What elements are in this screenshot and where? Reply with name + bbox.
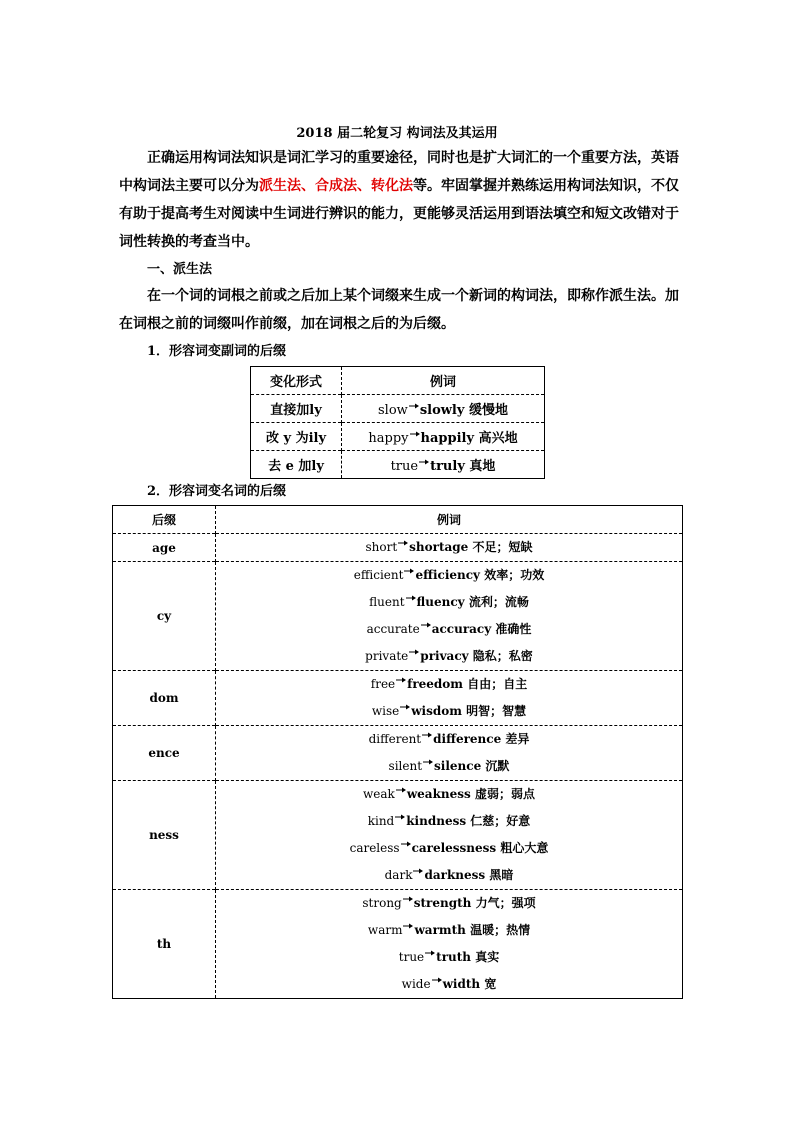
table-row [113, 534, 683, 562]
arrow-icon [423, 758, 433, 766]
base-word: kind [367, 814, 395, 828]
arrow-icon [398, 539, 408, 547]
meaning: 不足；短缺 [472, 540, 533, 554]
example-cell [342, 451, 545, 479]
example-line [216, 643, 682, 670]
base-word: warm [367, 923, 403, 937]
arrow-icon [413, 867, 423, 875]
header-cell: 变化形式 [251, 367, 342, 395]
meaning: 虚弱；弱点 [474, 787, 535, 801]
form-cell: 改 y 为ily [251, 423, 342, 451]
example-line [216, 726, 682, 753]
section-heading-derivation: 一、派生法 [147, 262, 213, 277]
example-line [216, 753, 682, 780]
arrow-icon [421, 621, 431, 629]
derived-word: strength [413, 896, 472, 910]
example-line [216, 890, 682, 917]
table-row [113, 671, 683, 726]
base-word: different [368, 732, 422, 746]
base-word: wise [371, 704, 400, 718]
subsection-heading-adverb: 1．形容词变副词的后缀 [147, 344, 287, 359]
base-word: fluent [369, 595, 405, 609]
suffix-cell: age [113, 534, 216, 562]
meaning: 高兴地 [478, 431, 518, 446]
derived-word: carelessness [411, 841, 497, 855]
example-line [216, 917, 682, 944]
arrow-icon [395, 813, 405, 821]
meaning: 温暖；热情 [470, 923, 531, 937]
example-cell [216, 781, 683, 890]
derived-word: slowly [419, 403, 465, 418]
derived-word: wisdom [411, 704, 462, 718]
base-word: silent [388, 759, 423, 773]
derived-word: privacy [420, 649, 469, 663]
example-line [216, 589, 682, 616]
example-line [216, 616, 682, 643]
intro-text-1: 正确运用构词法知识是词汇学习的重要途径，同时也是扩大词汇的一个重要方法，英语中构词法主要可以分为 [119, 150, 679, 194]
meaning: 真实 [475, 950, 500, 964]
base-word: strong [362, 896, 402, 910]
base-word: happy [368, 431, 409, 446]
example-line [216, 534, 682, 561]
example-cell [216, 890, 683, 999]
arrow-icon [403, 895, 413, 903]
derived-word: silence [434, 759, 482, 773]
arrow-icon [410, 430, 420, 438]
intro-text-2: 等。牢固掌握并熟练运用构词法知识，不仅有助于提高考生对阅读中生词进行辨识的能力，更能够灵活运用到语法填空和短文改错对于词性转换的考查当中。 [119, 178, 679, 250]
derived-word: fluency [416, 595, 465, 609]
base-word: weak [363, 787, 395, 801]
arrow-icon [396, 786, 406, 794]
example-line [216, 781, 682, 808]
derived-word: accuracy [431, 622, 492, 636]
derived-word: difference [433, 732, 502, 746]
table-row [113, 781, 683, 890]
arrow-icon [396, 676, 406, 684]
table-row [251, 395, 545, 423]
base-word: private [365, 649, 409, 663]
table-header-row [251, 367, 545, 395]
meaning: 黑暗 [489, 868, 514, 882]
meaning: 自由；自主 [467, 677, 528, 691]
table-row [113, 890, 683, 999]
arrow-icon [406, 594, 416, 602]
base-word: efficient [353, 568, 404, 582]
example-line [216, 671, 682, 698]
base-word: true [390, 459, 419, 474]
base-word: dark [384, 868, 413, 882]
header-cell: 后缀 [113, 506, 216, 534]
table-header-row [113, 506, 683, 534]
section-paragraph: 在一个词的词根之前或之后加上某个词缀来生成一个新词的构词法，即称作派生法。加在词根之前的词缀叫作前缀，加在词根之后的为后缀。 [119, 288, 679, 332]
derived-word: truth [436, 950, 472, 964]
table-row [251, 451, 545, 479]
meaning: 流利；流畅 [468, 595, 529, 609]
arrow-icon [425, 949, 435, 957]
derived-word: darkness [424, 868, 486, 882]
derived-word: shortage [409, 540, 469, 554]
arrow-icon [404, 567, 414, 575]
example-cell [342, 423, 545, 451]
header-cell: 例词 [216, 506, 683, 534]
example-cell [342, 395, 545, 423]
example-cell [216, 726, 683, 781]
suffix-cell: cy [113, 562, 216, 671]
meaning: 沉默 [485, 759, 510, 773]
base-word: short [365, 540, 398, 554]
meaning: 明智；智慧 [466, 704, 527, 718]
meaning: 准确性 [495, 622, 532, 636]
meaning: 真地 [469, 459, 496, 474]
example-line [216, 698, 682, 725]
meaning: 隐私；私密 [472, 649, 533, 663]
derived-word: weakness [406, 787, 471, 801]
suffix-cell: ness [113, 781, 216, 890]
derived-word: kindness [406, 814, 467, 828]
meaning: 仁慈；好意 [470, 814, 531, 828]
derived-word: freedom [407, 677, 464, 691]
arrow-icon [409, 648, 419, 656]
arrow-icon [401, 840, 411, 848]
example-cell [216, 562, 683, 671]
base-word: wide [401, 977, 431, 991]
example-cell [216, 671, 683, 726]
meaning: 缓慢地 [468, 403, 508, 418]
meaning: 力气；强项 [475, 896, 536, 910]
noun-suffix-table [112, 505, 683, 999]
meaning: 差异 [505, 732, 530, 746]
suffix-cell: th [113, 890, 216, 999]
form-cell: 去 e 加ly [251, 451, 342, 479]
suffix-cell: dom [113, 671, 216, 726]
example-line [216, 971, 682, 998]
subsection-heading-noun: 2．形容词变名词的后缀 [147, 484, 287, 499]
example-line [216, 862, 682, 889]
table-row [251, 423, 545, 451]
suffix-cell: ence [113, 726, 216, 781]
base-word: slow [378, 403, 408, 418]
header-cell: 例词 [342, 367, 545, 395]
arrow-icon [403, 922, 413, 930]
table-row [113, 726, 683, 781]
base-word: careless [349, 841, 400, 855]
table-row [113, 562, 683, 671]
meaning: 效率；功效 [484, 568, 545, 582]
intro-highlight: 派生法、合成法、转化法 [259, 178, 413, 194]
example-line [216, 808, 682, 835]
example-line [216, 835, 682, 862]
base-word: accurate [366, 622, 420, 636]
form-cell: 直接加ly [251, 395, 342, 423]
arrow-icon [422, 731, 432, 739]
derived-word: efficiency [415, 568, 481, 582]
page-title: 2018 届二轮复习 构词法及其运用 [296, 126, 498, 141]
derived-word: happily [420, 431, 475, 446]
arrow-icon [400, 703, 410, 711]
example-line [216, 562, 682, 589]
arrow-icon [419, 458, 429, 466]
arrow-icon [432, 976, 442, 984]
meaning: 宽 [484, 977, 497, 991]
base-word: free [370, 677, 396, 691]
adverb-suffix-table [250, 366, 545, 479]
intro-paragraph [119, 144, 689, 256]
derived-word: width [442, 977, 481, 991]
example-line [216, 944, 682, 971]
derived-word: warmth [414, 923, 466, 937]
base-word: true [398, 950, 425, 964]
meaning: 粗心大意 [500, 841, 549, 855]
example-cell [216, 534, 683, 562]
arrow-icon [409, 402, 419, 410]
derived-word: truly [430, 459, 465, 474]
